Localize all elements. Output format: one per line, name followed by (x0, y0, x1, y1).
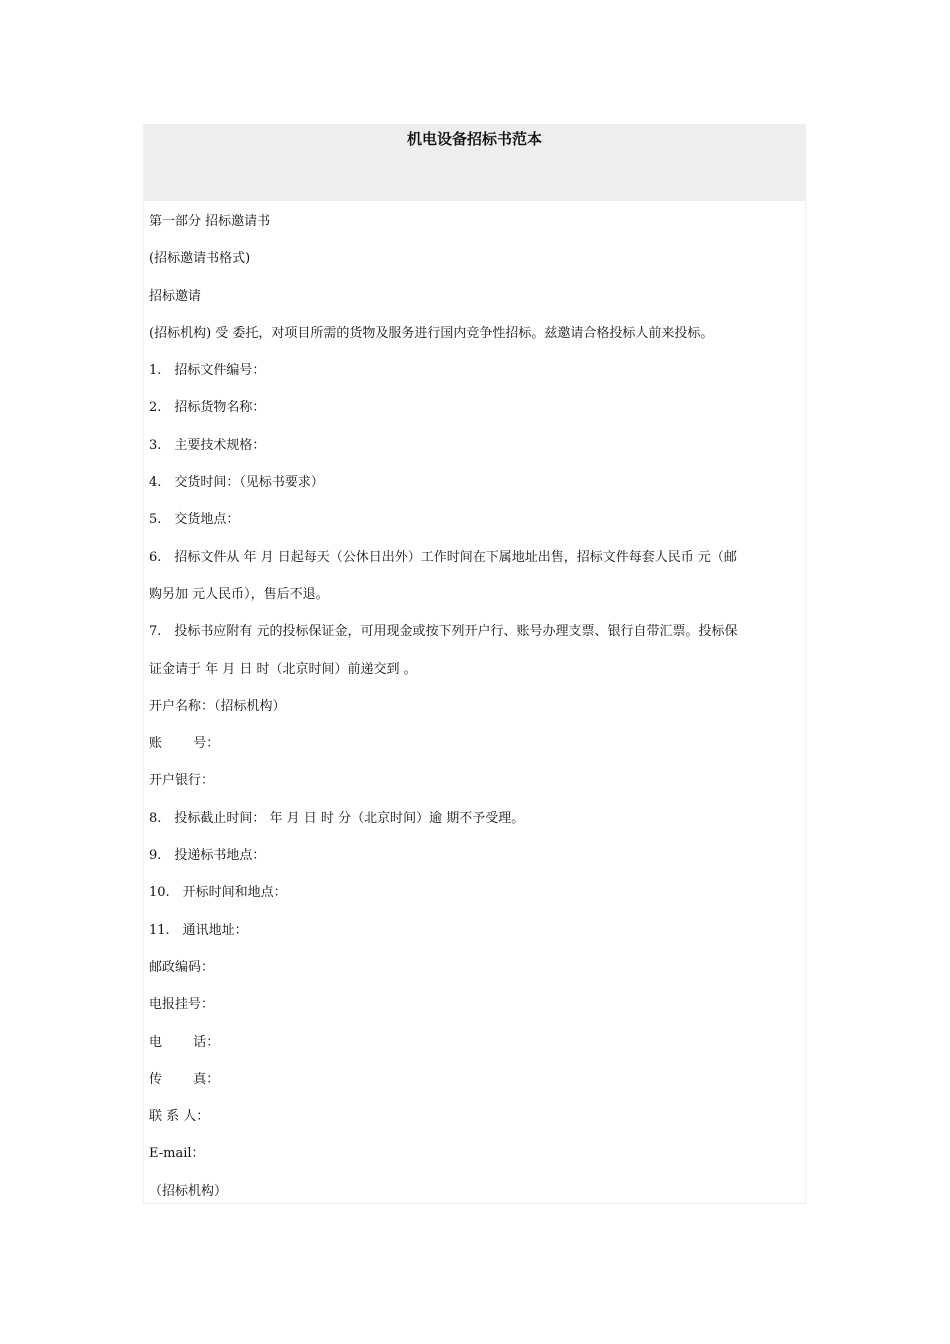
invitation-intro: (招标机构) 受 委托，对项目所需的货物及服务进行国内竞争性招标。兹邀请合格投标人前来投标。 (149, 325, 714, 341)
fax-label-b: 真： (193, 1071, 220, 1087)
invitation-heading: 招标邀请 (149, 288, 202, 304)
item-9: 9. 投递标书地点： (149, 848, 266, 864)
telegraph: 电报挂号： (149, 997, 215, 1013)
item-6-line-2: 购另加 元人民币），售后不退。 (149, 586, 329, 602)
item-4: 4. 交货时间：（见标书要求） (149, 475, 324, 491)
document-text (149, 203, 804, 1210)
phone-label-b: 话： (193, 1034, 220, 1050)
account-name: 开户名称：（招标机构） (149, 698, 286, 714)
item-3: 3. 主要技术规格： (149, 437, 266, 453)
account-label-b: 号： (193, 736, 220, 752)
phone-label-a: 电 (149, 1034, 163, 1050)
item-5: 5. 交货地点： (149, 512, 240, 528)
document-body (143, 124, 806, 1204)
signature-org: （招标机构） (149, 1183, 228, 1199)
item-11: 11. 通讯地址： (149, 922, 248, 938)
item-8: 8. 投标截止时间： 年 月 日 时 分（北京时间）逾 期不予受理。 (149, 810, 525, 826)
account-bank: 开户银行： (149, 773, 215, 789)
fax-label-a: 传 (149, 1071, 163, 1087)
item-7-line-1: 7. 投标书应附有 元的投标保证金，可用现金或按下列开户行、账号办理支票、银行自带汇票。投标保 (149, 624, 738, 640)
format-note: (招标邀请书格式) (149, 251, 251, 267)
postal-code: 邮政编码： (149, 959, 215, 975)
item-6-line-1: 6. 招标文件从 年 月 日起每天（公休日出外）工作时间在下属地址出售，招标文件每套人民币 元（邮 (149, 549, 737, 565)
account-label-a: 账 (149, 736, 163, 752)
item-10: 10. 开标时间和地点： (149, 885, 287, 901)
title-band (144, 125, 805, 201)
item-7-line-2: 证金请于 年 月 日 时（北京时间）前递交到 。 (149, 661, 417, 677)
phone (149, 1024, 804, 1061)
document-title: 机电设备招标书范本 (406, 130, 542, 148)
item-1: 1. 招标文件编号： (149, 363, 266, 379)
account-number (149, 725, 804, 762)
contact-person: 联 系 人： (149, 1109, 210, 1125)
section-heading: 第一部分 招标邀请书 (149, 214, 271, 229)
email: E-mail： (149, 1146, 205, 1162)
fax (149, 1061, 804, 1098)
item-2: 2. 招标货物名称： (149, 400, 266, 416)
